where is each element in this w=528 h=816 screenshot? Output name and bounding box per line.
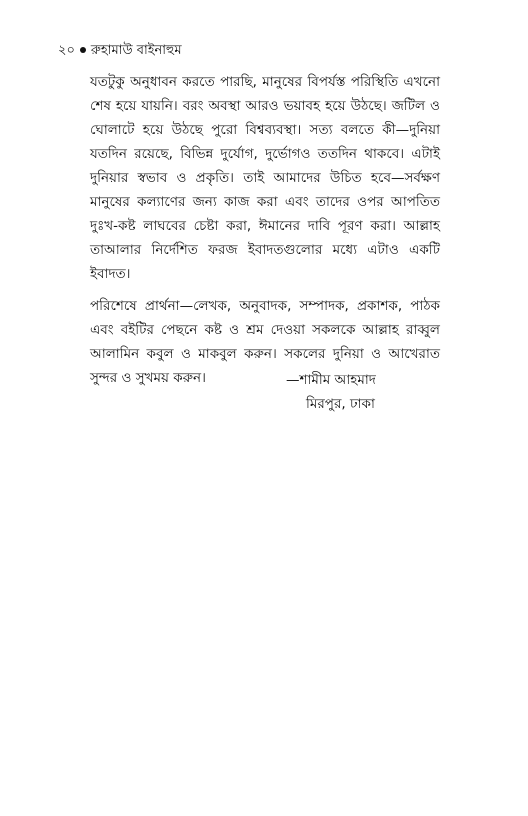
bullet-dot-icon (80, 47, 86, 53)
paragraph-2: পরিশেষে প্রার্থনা—লেখক, অনুবাদক, সম্পাদক, প্রকাশক, পাঠক এবং বইটির পেছনে কষ্ট ও শ্রম দেওয়া সকলকে আল্লাহ রাব্বুল আলামিন কবুল ও মাকবুল করুন। সকলের দুনিয়া ও আখেরাত সুন্দর ও সুখময় করুন। (90, 298, 440, 386)
body-text (90, 70, 440, 390)
running-header (58, 42, 182, 60)
author-location: মিরপুর, ঢাকা (306, 396, 375, 412)
book-title: রুহামাউ বাইনাহুম (90, 43, 182, 58)
page-number: ২০ (58, 43, 75, 58)
author-name: —শামীম আহমাদ (286, 372, 376, 388)
paragraph-1: যতটুকু অনুধাবন করতে পারছি, মানুষের বিপর্যস্ত পরিস্থিতি এখনো শেষ হয়ে যায়নি। বরং অবস্থা আরও ভয়াবহ হয়ে উঠছে। জটিল ও ঘোলাটে হয়ে উঠছে পুরো বিশ্বব্যবস্থা। সত্য বলতে কী—দুনিয়া যতদিন রয়েছে, বিভিন্ন দুর্যোগ, দুর্ভোগও ততদিন থাকবে। এটাই দুনিয়ার স্বভাব ও প্রকৃতি। তাই আমাদের উচিত হবে—সর্বক্ষণ মানুষের কল্যাণের জন্য কাজ করা এবং তাদের ওপর আপতিত দুঃখ-কষ্ট লাঘবের চেষ্টা করা, ঈমানের দাবি পূরণ করা। আল্লাহ তাআলার নির্দেশিত ফরজ ইবাদতগুলোর মধ্যে এটাও একটি ইবাদত। (90, 74, 440, 282)
signature-block (270, 368, 440, 416)
